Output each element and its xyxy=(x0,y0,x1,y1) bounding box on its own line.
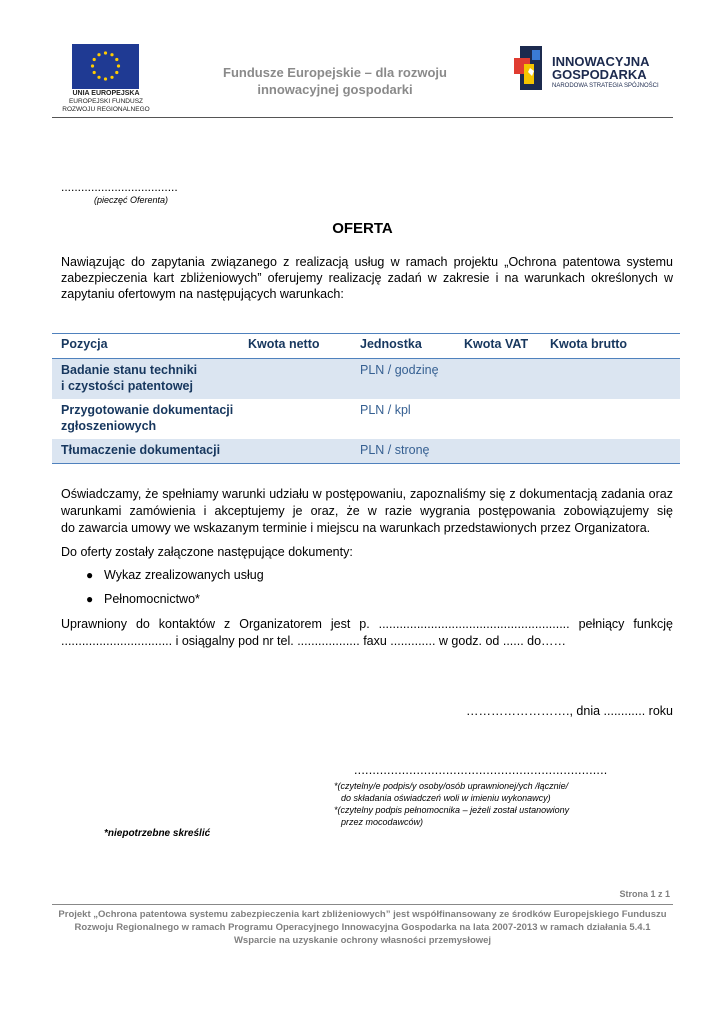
eu-flag-logo xyxy=(72,44,139,89)
col-header-kwota-brutto: Kwota brutto xyxy=(550,337,628,351)
stamp-label: (pieczęć Oferenta) xyxy=(94,195,169,205)
header-title xyxy=(200,64,470,98)
row-unit: PLN / godzinę xyxy=(360,363,439,377)
header-title-line2: innowacyjnej gospodarki xyxy=(257,82,413,97)
eu-caption-line3: ROZWOJU REGIONALNEGO xyxy=(62,106,150,113)
row-item xyxy=(61,362,197,394)
header-divider xyxy=(52,117,673,118)
footer-divider xyxy=(52,904,673,905)
statement-line-3: do zawarcia umowy we wskazanym terminie i miejscu na warunkach przedstawionych przez Organizatora. xyxy=(61,521,651,535)
col-header-jednostka: Jednostka xyxy=(360,337,422,351)
contact-line-1: Uprawniony do kontaktów z Organizatorem jest p. ....................................................... pełniący funkcję xyxy=(61,617,673,631)
attachment-item: Wykaz zrealizowanych usług xyxy=(104,568,264,582)
intro-line-1: Nawiązując do zapytania związanego z realizacją usług w ramach projektu „Ochrona patentowa systemu xyxy=(61,255,673,269)
footer-line-1: Projekt „Ochrona patentowa systemu zabezpieczenia kart zbliżeniowych” jest współfinansowany ze środków Europejskiego Funduszu xyxy=(58,909,667,920)
signature-note-1-line2: do składania oświadczeń woli w imieniu wykonawcy) xyxy=(341,793,551,803)
document-title: OFERTA xyxy=(332,220,393,237)
signature-note-1-line1: *(czytelny/e podpis/y osoby/osób uprawnionej/ych /łącznie/ xyxy=(334,781,569,791)
page-number: Strona 1 z 1 xyxy=(619,889,670,899)
ig-logo-line1: INNOWACYJNA xyxy=(552,54,650,69)
table-row xyxy=(52,399,680,439)
col-header-pozycja: Pozycja xyxy=(61,337,108,351)
table-row xyxy=(52,359,680,399)
attachment-item: Pełnomocnictwo* xyxy=(104,592,200,606)
footer-line-3: Wsparcie na uzyskanie ochrony własności przemysłowej xyxy=(233,935,492,946)
header-title-line1: Fundusze Europejskie – dla rozwoju xyxy=(223,65,447,80)
bullet-icon: ● xyxy=(86,592,94,606)
row-item-line2: zgłoszeniowych xyxy=(61,419,157,433)
intro-line-3: zapytaniu ofertowym na następujących warunkach: xyxy=(61,287,344,301)
footer-text xyxy=(52,908,673,947)
row-item-line1: Przygotowanie dokumentacji xyxy=(61,403,234,417)
signature-note-2-line2: przez mocodawców) xyxy=(341,817,424,827)
col-header-kwota-vat: Kwota VAT xyxy=(464,337,529,351)
innowacyjna-gospodarka-logo-icon xyxy=(512,44,548,92)
row-unit: PLN / kpl xyxy=(360,403,411,417)
table-header-row xyxy=(52,333,680,359)
eu-caption-line2: EUROPEJSKI FUNDUSZ xyxy=(68,98,144,105)
row-item xyxy=(61,402,233,434)
attachments-intro: Do oferty zostały załączone następujące dokumenty: xyxy=(61,545,353,559)
row-unit: PLN / stronę xyxy=(360,443,430,457)
table-row xyxy=(52,439,680,464)
statement-line-1: Oświadczamy, że spełniamy warunki udziału w postępowaniu, zapoznaliśmy się z dokumentacją zadania oraz xyxy=(61,487,673,501)
bullet-icon: ● xyxy=(86,568,94,582)
intro-line-2: zabezpieczenia kart zbliżeniowych” oferujemy realizację zadań w zakresie i na warunkach określonych w xyxy=(61,271,673,285)
stamp-placeholder: ................................... xyxy=(61,180,178,194)
contact-line-2: ................................ i osiągalny pod nr tel. .................. faxu ............. w godz. od ...... do…… xyxy=(61,634,567,648)
eu-logo-caption xyxy=(56,90,156,114)
signature-note-1 xyxy=(334,780,568,804)
signature-note-2-line1: *(czytelny podpis pełnomocnika – jeżeli został ustanowiony xyxy=(334,805,570,815)
statement-line-2: warunkami zamówienia i akceptujemy je oraz, że w razie wygrania postępowania zobowiązujemy się xyxy=(61,504,673,518)
ig-logo-line2: GOSPODARKA xyxy=(552,67,647,82)
signature-note-2 xyxy=(334,804,569,828)
row-item-line1: Badanie stanu techniki xyxy=(61,363,198,377)
date-line: ……………………., dnia ............ roku xyxy=(466,704,673,718)
signature-placeholder: ..................................................................... xyxy=(354,763,608,777)
row-item: Tłumaczenie dokumentacji xyxy=(61,443,221,457)
ig-logo-line3: NARODOWA STRATEGIA SPÓJNOŚCI xyxy=(552,83,659,89)
eu-caption-line1: UNIA EUROPEJSKA xyxy=(72,90,140,97)
offer-table xyxy=(52,333,680,464)
strike-note: *niepotrzebne skreślić xyxy=(104,828,211,839)
col-header-kwota-netto: Kwota netto xyxy=(248,337,320,351)
row-item-line2: i czystości patentowej xyxy=(61,379,193,393)
footer-line-2: Rozwoju Regionalnego w ramach Programu Operacyjnego Innowacyjna Gospodarka na lata 2007-2013 w ramach działania 5.4.1 xyxy=(74,922,651,933)
